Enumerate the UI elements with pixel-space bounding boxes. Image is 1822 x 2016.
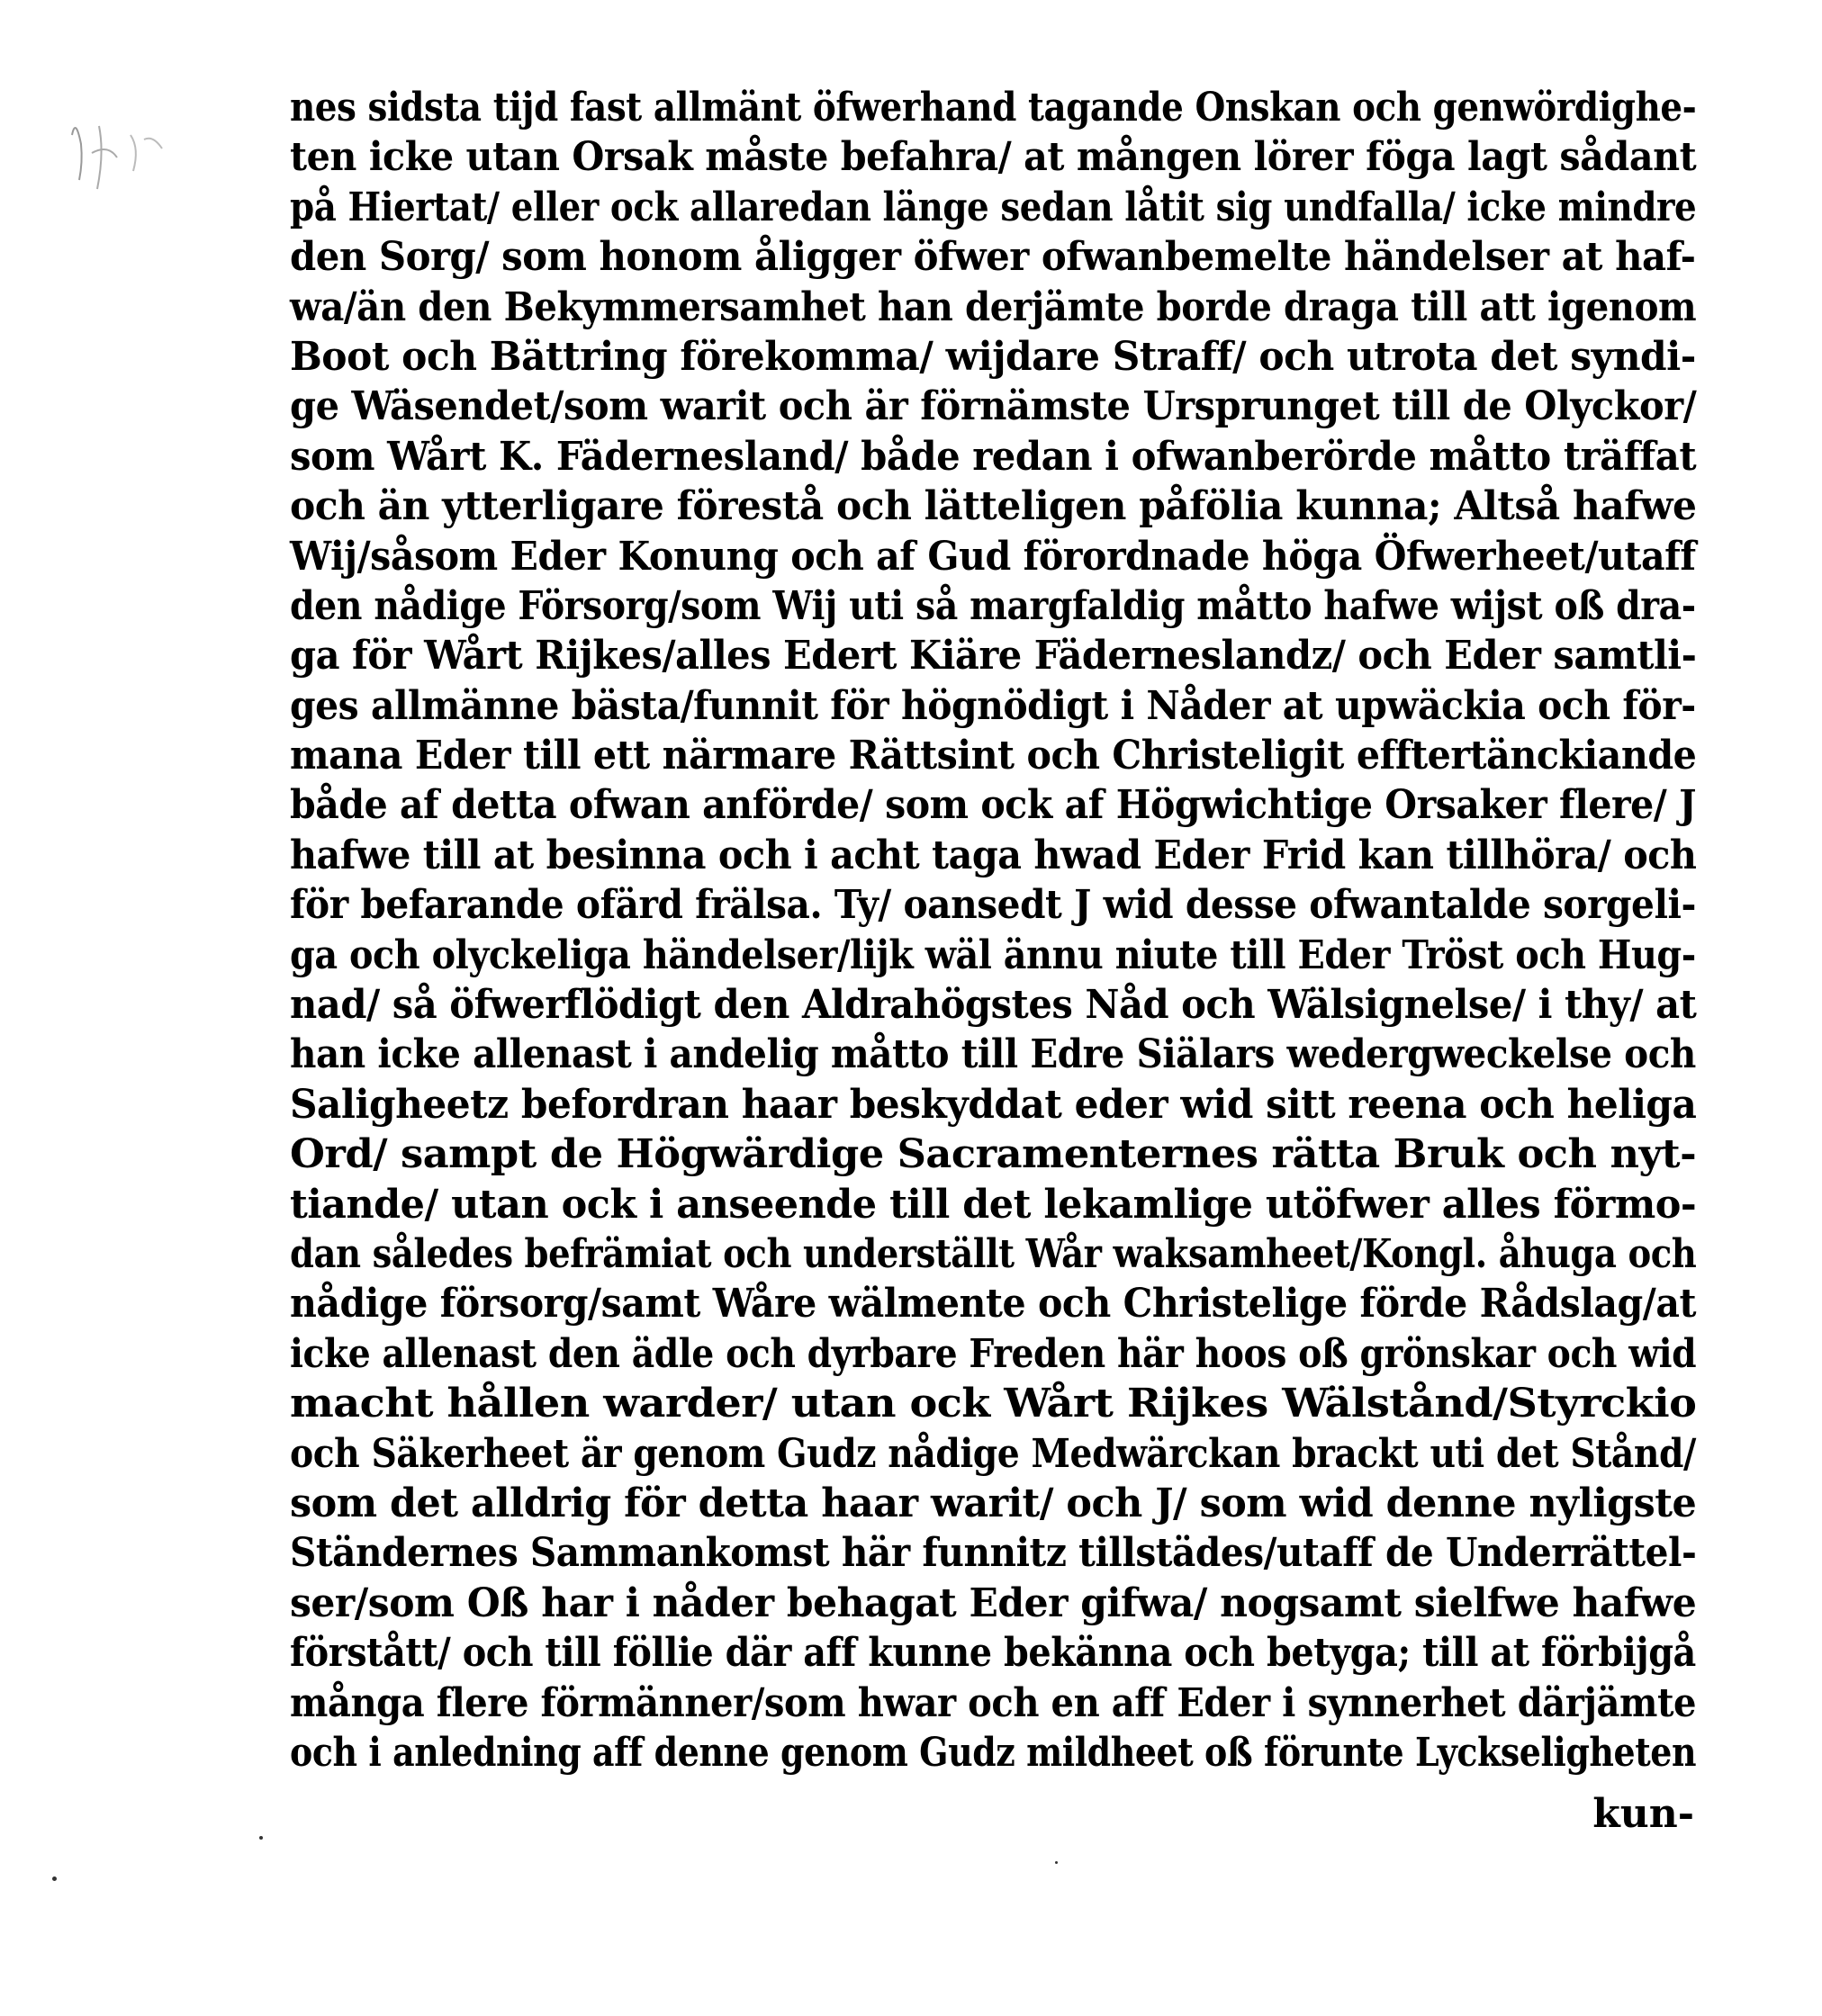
text-line: nådige försorg/samt Wåre wälmente och Christelige förde Rådslag/at — [290, 1281, 1697, 1328]
text-line: både af detta ofwan anförde/ som ock af Högwichtige Orsaker flere/ J — [290, 782, 1697, 829]
text-line: ser/som Oß har i nåder behagat Eder gifwa/ nogsamt sielfwe hafwe — [290, 1580, 1697, 1626]
text-line: som det alldrig för detta haar warit/ och J/ som wid denne nyligste — [290, 1480, 1697, 1526]
text-line: han icke allenast i andelig måtto till Edre Siälars wedergweckelse och — [290, 1031, 1696, 1078]
text-line: ges allmänne bästa/funnit för högnödigt i Nåder at upwäckia och för- — [290, 682, 1696, 729]
scan-speck — [52, 1876, 57, 1881]
text-line: som Wårt K. Fädernesland/ både redan i ofwanberörde måtto träffat — [290, 433, 1697, 480]
text-line: många flere förmänner/som hwar och en aff Eder i synnerhet därjämte — [290, 1679, 1697, 1726]
text-line: ga för Wårt Rijkes/alles Edert Kiäre Fäderneslandz/ och Eder samtli- — [290, 633, 1697, 680]
text-line: wa/än den Bekymmersamhet han derjämte borde draga till att igenom — [290, 284, 1697, 330]
text-line: den Sorg/ som honom åligger öfwer ofwanbemelte händelser at haf- — [290, 234, 1696, 281]
text-line: och än ytterligare förestå och lätteligen påfölia kunna; Altså hafwe — [290, 483, 1697, 530]
text-line: nes sidsta tijd fast allmänt öfwerhand tagande Onskan och genwördighe- — [290, 85, 1697, 130]
text-line: Boot och Bättring förekomma/ wijdare Straff/ och utrota det syndi- — [290, 333, 1696, 380]
text-line: tiande/ utan ock i anseende till det lekamlige utöfwer alles förmo- — [290, 1181, 1697, 1228]
text-line: ge Wäsendet/som warit och är förnämste Ursprunget till de Olyckor/ — [290, 383, 1697, 430]
text-line: dan således befrämiat och underställt Wår waksamheet/Kongl. åhuga och — [290, 1230, 1697, 1277]
text-line: Ord/ sampt de Högwärdige Sacramenternes rätta Bruk och nyt- — [290, 1131, 1697, 1178]
text-line: ten icke utan Orsak måste befahra/ at mången lörer föga lagt sådant — [290, 134, 1697, 181]
text-line: och Säkerheet är genom Gudz nådige Medwärckan brackt uti det Stånd/ — [290, 1430, 1696, 1477]
text-line: Saligheetz befordran haar beskyddat eder wid sitt reena och heliga — [290, 1081, 1697, 1128]
text-line: mana Eder till ett närmare Rättsint och Christeligit efftertänckiande — [290, 733, 1697, 779]
text-line: på Hiertat/ eller ock allaredan länge sedan låtit sig undfalla/ icke mindre — [290, 184, 1697, 230]
text-line: ga och olyckeliga händelser/lijk wäl ännu niute till Eder Tröst och Hug- — [290, 932, 1696, 978]
text-line: den nådige Försorg/som Wij uti så margfaldig måtto hafwe wijst oß dra- — [290, 582, 1696, 629]
text-line: och i anledning aff denne genom Gudz mildheet oß förunte Lyckseligheten — [290, 1729, 1697, 1776]
text-line: nad/ så öfwerflödigt den Aldrahögstes Nåd och Wälsignelse/ i thy/ at — [290, 982, 1697, 1029]
scan-speck — [1055, 1861, 1058, 1864]
margin-annotation-scribble — [63, 108, 189, 207]
body-text — [290, 83, 1696, 1778]
text-line: hafwe till at besinna och i acht taga hwad Eder Frid kan tillhöra/ och — [290, 832, 1697, 878]
text-line: förstått/ och till föllie där aff kunne bekänna och betyga; till at förbijgå — [290, 1630, 1696, 1677]
scan-speck — [259, 1836, 263, 1840]
text-line: Ständernes Sammankomst här funnitz tillstädes/utaff de Underrättel- — [290, 1530, 1697, 1577]
text-line: icke allenast den ädle och dyrbare Freden här hoos oß grönskar och wid — [290, 1330, 1697, 1377]
catchword: kun- — [1592, 1791, 1694, 1837]
text-line: för befarande ofärd frälsa. Ty/ oansedt J wid desse ofwantalde sorgeli- — [290, 882, 1696, 929]
text-line: macht hållen warder/ utan ock Wårt Rijkes Wälstånd/Styrckio — [290, 1381, 1697, 1427]
text-line: Wij/såsom Eder Konung och af Gud förordnade höga Öfwerheet/utaff — [290, 533, 1696, 580]
